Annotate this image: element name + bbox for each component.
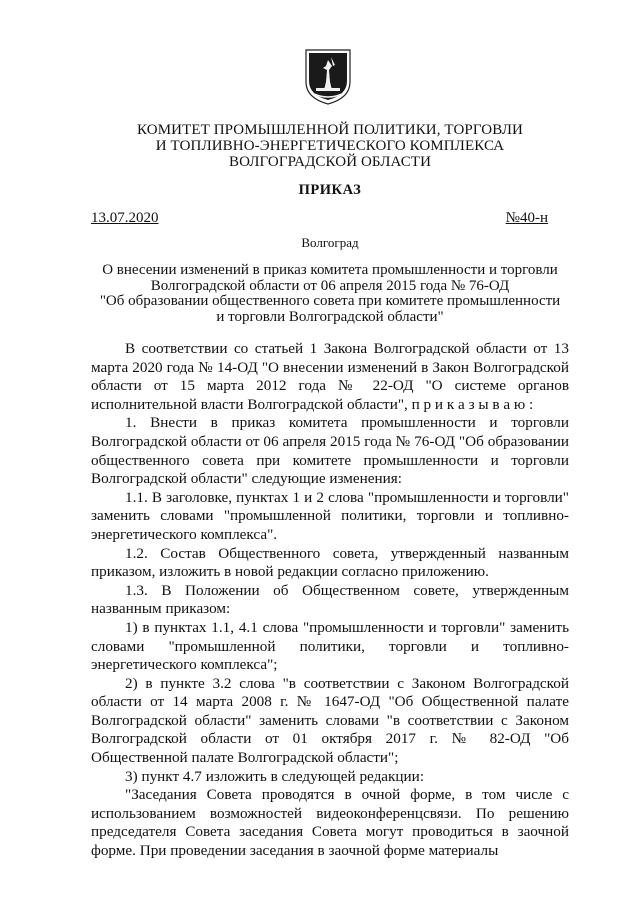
- volgograd-coat-of-arms-icon: [304, 48, 352, 106]
- order-number: №40-н: [505, 210, 548, 226]
- subject-line: Волгоградской области от 06 апреля 2015 года № 76-ОД: [150, 277, 510, 294]
- header-line: КОМИТЕТ ПРОМЫШЛЕННОЙ ПОЛИТИКИ, ТОРГОВЛИ: [137, 122, 523, 138]
- body-paragraph: 1.3. В Положении об Общественном совете, утвержденным названным приказом:: [91, 581, 569, 618]
- subject-line: О внесении изменений в приказ комитета промышленности и торговли: [102, 262, 558, 278]
- body-paragraph: 3) пункт 4.7 изложить в следующей редакции:: [125, 767, 425, 785]
- order-subject: [90, 263, 570, 325]
- body-paragraph: "Заседания Совета проводятся в очной форме, в том числе с использованием возможностей видеоконференцсвязи. По решению председателя Совета заседания Совета могут проводиться в заочной форме. При проведении заседания в заочной форме материалы: [91, 786, 569, 860]
- header-line: ВОЛГОГРАДСКОЙ ОБЛАСТИ: [228, 154, 432, 170]
- body-paragraph: В соответствии со статьей 1 Закона Волгоградской области от 13 марта 2020 года № 14-ОД "О внесении изменений в Закон Волгоградской области от 15 марта 2012 года № 22-ОД "О системе органов исполнительной власти Волгоградской области", п р и к а з ы в а ю :: [91, 340, 569, 413]
- body-paragraph: 2) в пункте 3.2 слова "в соответствии с Законом Волгоградской области от 14 марта 2008 г. № 1647-ОД "Об Общественной палате Волгоградской области" заменить словами "в соответствии с Законом Волгоградской области от 01 октября 2017 г. № 82-ОД "Об Общественной палате Волгоградской области";: [91, 674, 569, 767]
- order-city: Волгоград: [301, 235, 359, 250]
- body-paragraph: 1) в пунктах 1.1, 4.1 слова "промышленности и торговли" заменить словами "промышленной политики, торговли и топливно-энергетического комплекса";: [91, 618, 569, 674]
- body-paragraph: 1. Внести в приказ комитета промышленности и торговли Волгоградской области от 06 апреля 2015 года № 76-ОД "Об образовании общественного совета при комитете промышленности и торговли Волгоградской области" следующие изменения:: [91, 414, 569, 488]
- committee-header: [90, 122, 570, 170]
- order-date: 13.07.2020: [91, 210, 159, 226]
- subject-line: и торговли Волгоградской области": [216, 308, 444, 325]
- header-line: И ТОПЛИВНО-ЭНЕРГЕТИЧЕСКОГО КОМПЛЕКСА: [155, 138, 505, 154]
- body-paragraph: 1.1. В заголовке, пунктах 1 и 2 слова "промышленности и торговли" заменить словами "промышленной политики, торговли и топливно-энергетического комплекса".: [91, 488, 569, 543]
- body-paragraph: 1.2. Состав Общественного совета, утвержденный названным приказом, изложить в новой редакции согласно приложению.: [91, 544, 569, 581]
- document-title: ПРИКАЗ: [298, 182, 362, 198]
- subject-line: "Об образовании общественного совета при комитете промышленности: [99, 293, 561, 309]
- order-body: [91, 340, 569, 861]
